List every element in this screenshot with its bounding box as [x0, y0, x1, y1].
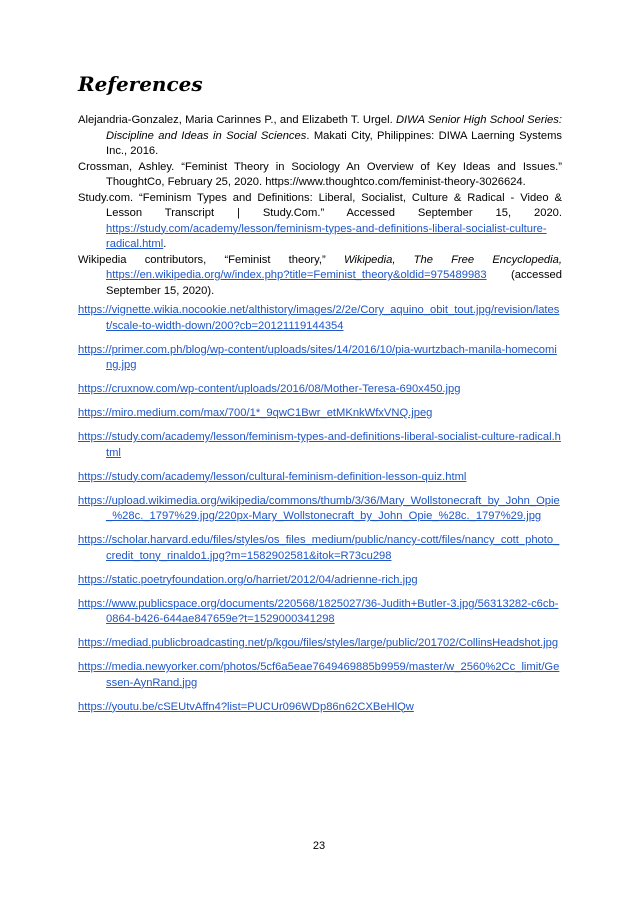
image-source-link[interactable] [78, 343, 562, 374]
url-text[interactable]: https://miro.medium.com/max/700/1*_9qwC1Bwr_etMKnkWfxVNQ.jpeg [78, 407, 433, 419]
image-source-link[interactable] [78, 533, 562, 564]
reference-text: . [163, 238, 167, 250]
image-source-link[interactable] [78, 430, 562, 461]
reference-text: . Makati City, Philippines: DIWA Laerning Systems Inc., 2016. [106, 129, 562, 157]
image-source-link[interactable] [78, 494, 562, 525]
image-source-link[interactable] [78, 382, 562, 398]
url-text[interactable]: https://mediad.publicbroadcasting.net/p/kgou/files/styles/large/public/201702/CollinsHeadshot.jpg [78, 637, 559, 649]
page-number: 23 [312, 840, 326, 852]
reference-entry [78, 113, 562, 160]
url-text[interactable]: https://youtu.be/cSEUtvAffn4?list=PUCUr096WDp86n62CXBeHlQw [78, 700, 414, 713]
reference-book-title: DIWA Senior High School Series: Discipline and Ideas in Social Sciences [106, 114, 562, 142]
reference-source-title: Wikipedia, The Free Encyclopedia, [343, 253, 562, 266]
reference-entry [78, 191, 562, 253]
url-text[interactable]: https://study.com/academy/lesson/cultural-feminism-definition-lesson-quiz.html [78, 470, 467, 483]
page-title: References [78, 72, 203, 96]
image-source-link[interactable] [78, 406, 562, 422]
reference-text: (accessed September 15, 2020). [106, 269, 562, 297]
image-source-link[interactable] [78, 597, 562, 628]
url-text[interactable]: https://vignette.wikia.nocookie.net/althistory/images/2/2e/Cory_aquino_obit_tout.jpg/revision/latest/scale-to-width-down/200?cb=20121119144354 [78, 304, 560, 332]
url-text[interactable]: https://media.newyorker.com/photos/5cf6a5eae7649469885b9959/master/w_2560%2Cc_limit/Gessen-AynRand.jpg [78, 661, 560, 689]
reference-text: Study.com. “Feminism Types and Definitions: Liberal, Socialist, Culture & Radical - Video & Lesson Transcript | Study.Com.” Accessed September 15, 2020. [78, 191, 562, 219]
url-text[interactable]: https://www.publicspace.org/documents/220568/1825027/36-Judith+Butler-3.jpg/56313282-c6cb-0864-b426-644ae847659e?t=1529000341298 [78, 597, 559, 625]
url-text[interactable]: https://primer.com.ph/blog/wp-content/uploads/sites/14/2016/10/pia-wurtzbach-manila-homecoming.jpg [78, 343, 557, 371]
image-source-link[interactable] [78, 660, 562, 691]
image-source-link[interactable] [78, 470, 562, 486]
reference-list [78, 113, 562, 724]
url-text[interactable]: https://study.com/academy/lesson/feminism-types-and-definitions-liberal-socialist-culture-radical.html [78, 431, 561, 459]
url-text[interactable]: https://static.poetryfoundation.org/o/harriet/2012/04/adrienne-rich.jpg [78, 573, 418, 586]
image-source-link[interactable] [78, 303, 562, 334]
reference-entry [78, 160, 562, 191]
reference-text: Wikipedia contributors, “Feminist theory,” [78, 253, 344, 266]
reference-entry [78, 253, 562, 300]
image-source-link[interactable] [78, 573, 562, 589]
reference-link[interactable]: https://en.wikipedia.org/w/index.php?title=Feminist_theory&oldid=975489983 [106, 269, 487, 281]
image-source-link[interactable] [78, 636, 562, 652]
reference-text: Crossman, Ashley. “Feminist Theory in Sociology An Overview of Key Ideas and Issues.” ThoughtCo, February 25, 2020. https://www.thoughtco.com/feminist-theory-3026624. [78, 160, 562, 188]
url-text[interactable]: https://upload.wikimedia.org/wikipedia/commons/thumb/3/36/Mary_Wollstonecraft_by_John_Opie_%28c._1797%29.jpg/220px-Mary_Wollstonecraft_by_John_Opie_%28c._1797%29.jpg [78, 494, 560, 522]
reference-text: Alejandria-Gonzalez, Maria Carinnes P., and Elizabeth T. Urgel. [78, 114, 396, 126]
url-text[interactable]: https://scholar.harvard.edu/files/styles/os_files_medium/public/nancy-cott/files/nancy_cott_photo_credit_tony_rinaldo1.jpg?m=1582902581&itok=R73cu298 [78, 534, 560, 562]
image-source-link[interactable] [78, 700, 562, 716]
reference-link[interactable]: https://study.com/academy/lesson/feminism-types-and-definitions-liberal-socialist-culture-radical.html [106, 222, 547, 250]
url-text[interactable]: https://cruxnow.com/wp-content/uploads/2016/08/Mother-Teresa-690x450.jpg [78, 383, 461, 395]
